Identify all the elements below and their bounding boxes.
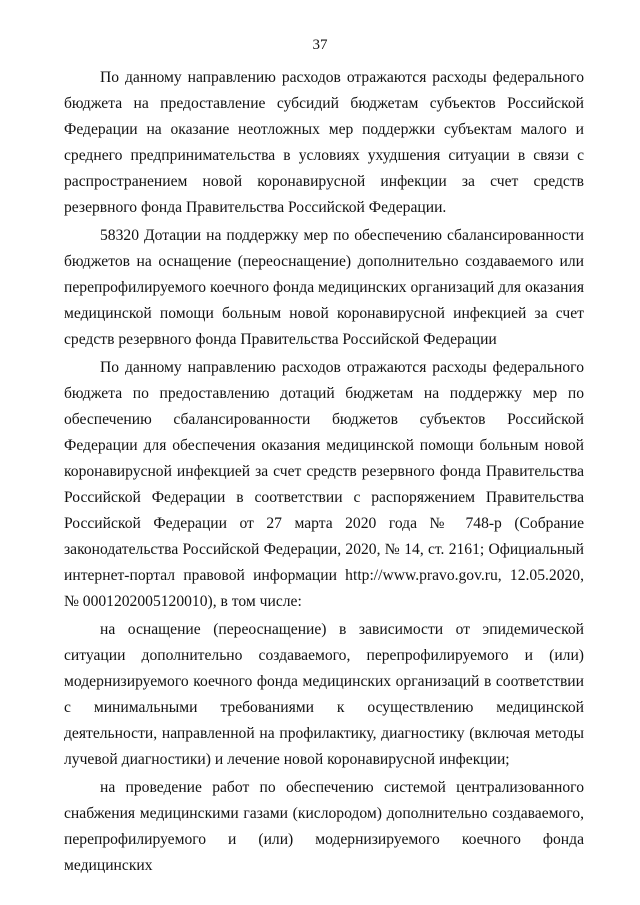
paragraph-equipment: на оснащение (переоснащение) в зависимости от эпидемической ситуации дополнительно создаваемого, перепрофилируемого и (или) модернизируемого коечного фонда медицинских организаций в соответствии с минимальными требованиями к осуществлению медицинской деятельности, направленной на профилактику, диагностику (включая методы лучевой диагностики) и лечение новой коронавирусной инфекции;	[64, 621, 584, 768]
paragraph-expenses-smes: По данному направлению расходов отражаются расходы федерального бюджета на предоставление субсидий бюджетам субъектов Российской Федерации на оказание неотложных мер поддержки субъектам малого и среднего предпринимательства в условиях ухудшения ситуации в связи с распространением новой коронавирусной инфекции за счет средств резервного фонда Правительства Российской Федерации.	[64, 69, 584, 216]
paragraph-code-58320: 58320 Дотации на поддержку мер по обеспечению сбалансированности бюджетов на оснащение (переоснащение) дополнительно создаваемого или перепрофилируемого коечного фонда медицинских организаций для оказания медицинской помощи больным новой коронавирусной инфекцией за счет средств резервного фонда Правительства Российской Федерации	[64, 227, 584, 348]
paragraph-oxygen-supply: на проведение работ по обеспечению системой централизованного снабжения медицинскими газами (кислородом) дополнительно создаваемого, перепрофилируемого и (или) модернизируемого коечного фонда медицинских	[64, 779, 584, 874]
page-number: 37	[312, 37, 328, 53]
paragraph-expenses-subsidies: По данному направлению расходов отражаются расходы федерального бюджета по предоставлению дотаций бюджетам на поддержку мер по обеспечению сбалансированности бюджетов субъектов Российской Федерации для обеспечения оказания медицинской помощи больным новой коронавирусной инфекцией за счет средств резервного фонда Правительства Российской Федерации в соответствии с распоряжением Правительства Российской Федерации от 27 марта 2020 года № 748-р (Собрание законодательства Российской Федерации, 2020, № 14, ст. 2161; Официальный интернет-портал правовой информации http://www.pravo.gov.ru, 12.05.2020, № 0001202005120010), в том числе:	[64, 359, 584, 610]
document-body	[64, 65, 584, 879]
